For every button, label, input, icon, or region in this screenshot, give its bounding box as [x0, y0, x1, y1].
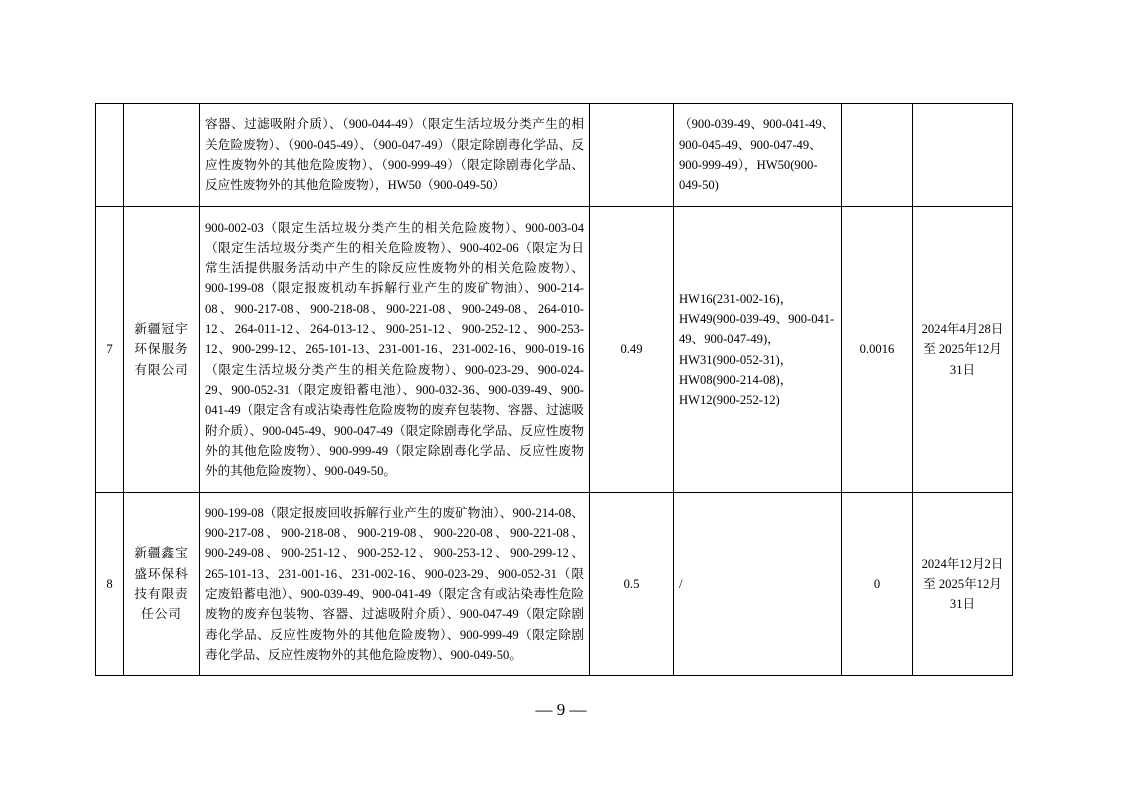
- capacity: [590, 104, 674, 207]
- row-number: 8: [96, 493, 124, 676]
- reported-categories: /: [674, 493, 842, 676]
- waste-codes: 900-199-08（限定报废回收拆解行业产生的废矿物油）、900-214-08、900-217-08、900-218-08、900-219-08、900-220-08、900-221-08、900-249-08、900-251-12、900-252-12、900-253-12、900-299-12、265-101-13、231-001-16、231-002-16、900-023-29、900-052-31（限定废铅蓄电池）、900-039-49、900-041-49（限定含有或沾染毒性危险废物的废弃包装物、容器、过滤吸附介质）、900-047-49（限定除剧毒化学品、反应性废物外的其他危险废物）、900-999-49（限定除剧毒化学品、反应性废物外的其他危险废物）、900-049-50。: [200, 493, 590, 676]
- capacity: 0.5: [590, 493, 674, 676]
- validity-period: [913, 104, 1013, 207]
- table-row: [96, 207, 1013, 493]
- reported-categories: HW16(231-002-16)，HW49(900-039-49、900-041-49、900-047-49)，HW31(900-052-31)，HW08(900-214-08)，HW12(900-252-12): [674, 207, 842, 493]
- company-name: 新疆鑫宝盛环保科技有限责任公司: [124, 493, 200, 676]
- waste-codes: 900-002-03（限定生活垃圾分类产生的相关危险废物）、900-003-04（限定生活垃圾分类产生的相关危险废物）、900-402-06（限定为日常生活提供服务活动中产生的除反应性废物外的相关危险废物）、900-199-08（限定报废机动车拆解行业产生的废矿物油）、900-214-08、900-217-08、900-218-08、900-221-08、900-249-08、264-010-12、264-011-12、264-013-12、900-251-12、900-252-12、900-253-12、900-299-12、265-101-13、231-001-16、231-002-16、900-019-16（限定生活垃圾分类产生的相关危险废物）、900-023-29、900-024-29、900-052-31（限定废铅蓄电池）、900-032-36、900-039-49、900-041-49（限定含有或沾染毒性危险废物的废弃包装物、容器、过滤吸附介质）、900-045-49、900-047-49（限定除剧毒化学品、反应性废物外的其他危险废物）、900-999-49（限定除剧毒化学品、反应性废物外的其他危险废物）、900-049-50。: [200, 207, 590, 493]
- page-number: — 9 —: [535, 700, 587, 719]
- table-row: [96, 493, 1013, 676]
- company-name: 新疆冠宇环保服务有限公司: [124, 207, 200, 493]
- amount: [842, 104, 913, 207]
- row-number: [96, 104, 124, 207]
- row-number: 7: [96, 207, 124, 493]
- validity-period: 2024年4月28日至 2025年12月31日: [913, 207, 1013, 493]
- waste-codes: 容器、过滤吸附介质）、（900-044-49）（限定生活垃圾分类产生的相关危险废物）、（900-045-49）、（900-047-49）（限定除剧毒化学品、反应性废物外的其他危险废物）、（900-999-49）（限定除剧毒化学品、反应性废物外的其他危险废物），HW50（900-049-50）: [200, 104, 590, 207]
- amount: 0: [842, 493, 913, 676]
- amount: 0.0016: [842, 207, 913, 493]
- company-name: [124, 104, 200, 207]
- validity-period: 2024年12月2日至 2025年12月31日: [913, 493, 1013, 676]
- table-row: [96, 104, 1013, 207]
- reported-categories: （900-039-49、900-041-49、900-045-49、900-047-49、900-999-49），HW50(900-049-50): [674, 104, 842, 207]
- permit-table: [95, 103, 1013, 676]
- capacity: 0.49: [590, 207, 674, 493]
